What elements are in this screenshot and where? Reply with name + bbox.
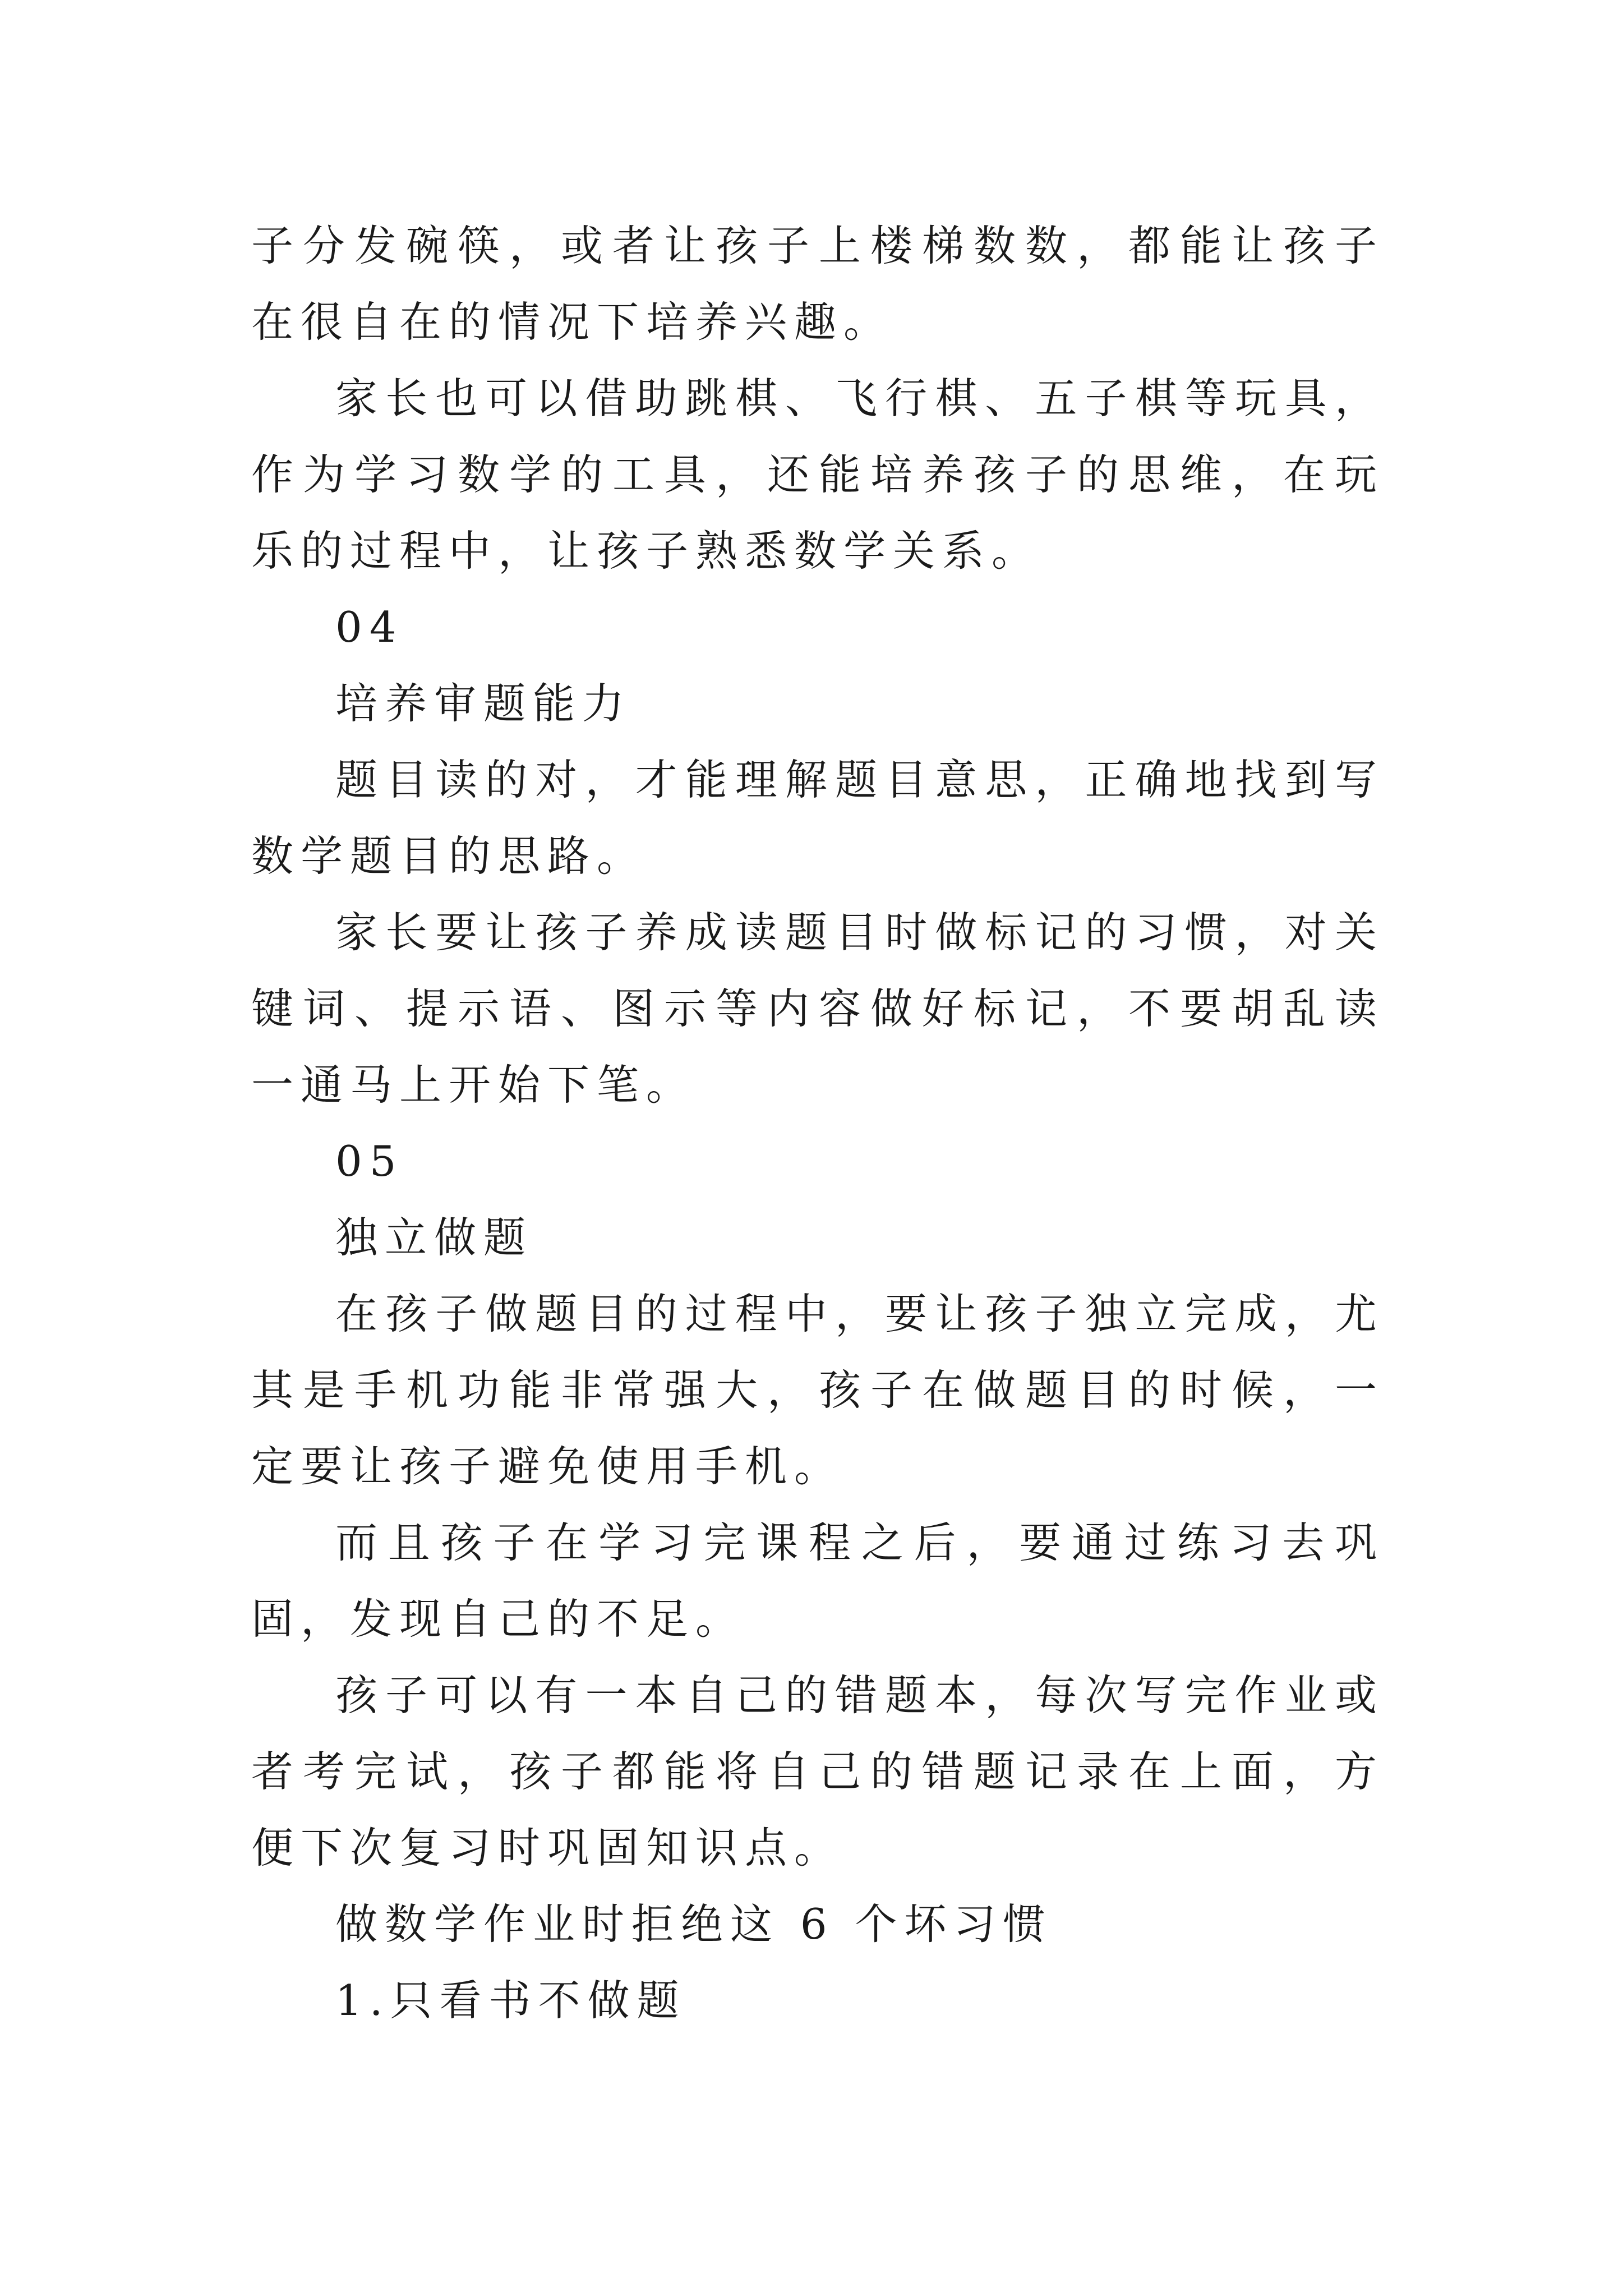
section-title-independent-work: 独立做题 xyxy=(335,1213,533,1262)
paragraph-read-correctly: 题目读的对，才能理解题目意思，正确地找到写数学题目的思路。 xyxy=(251,755,1384,881)
paragraph-board-games: 家长也可以借助跳棋、飞行棋、五子棋等玩具，作为学习数学的工具，还能培养孩子的思维，在玩乐的过程中，让孩子熟悉数学关系。 xyxy=(251,374,1384,576)
list-item-1: 1.只看书不做题 xyxy=(335,1976,686,2025)
paragraph-mistake-notebook: 孩子可以有一本自己的错题本，每次写完作业或者考完试，孩子都能将自己的错题记录在上面，方便下次复习时巩固知识点。 xyxy=(251,1671,1384,1872)
document-body xyxy=(251,208,1384,2039)
section-title-bad-habits: 做数学作业时拒绝这 6 个坏习惯 xyxy=(335,1899,1053,1949)
section-title-reading-skills: 培养审题能力 xyxy=(335,679,632,728)
section-number-04: 04 xyxy=(335,602,404,652)
paragraph-mark-keywords: 家长要让孩子养成读题目时做标记的习惯，对关键词、提示语、图示等内容做好标记，不要胡乱读一通马上开始下笔。 xyxy=(251,908,1384,1110)
paragraph-independent: 在孩子做题目的过程中，要让孩子独立完成，尤其是手机功能非常强大，孩子在做题目的时候，一定要让孩子避免使用手机。 xyxy=(251,1289,1384,1491)
paragraph-practice: 而且孩子在学习完课程之后，要通过练习去巩固，发现自己的不足。 xyxy=(251,1518,1384,1644)
section-number-05: 05 xyxy=(335,1137,404,1186)
paragraph-continuation: 子分发碗筷，或者让孩子上楼梯数数，都能让孩子在很自在的情况下培养兴趣。 xyxy=(251,221,1384,347)
